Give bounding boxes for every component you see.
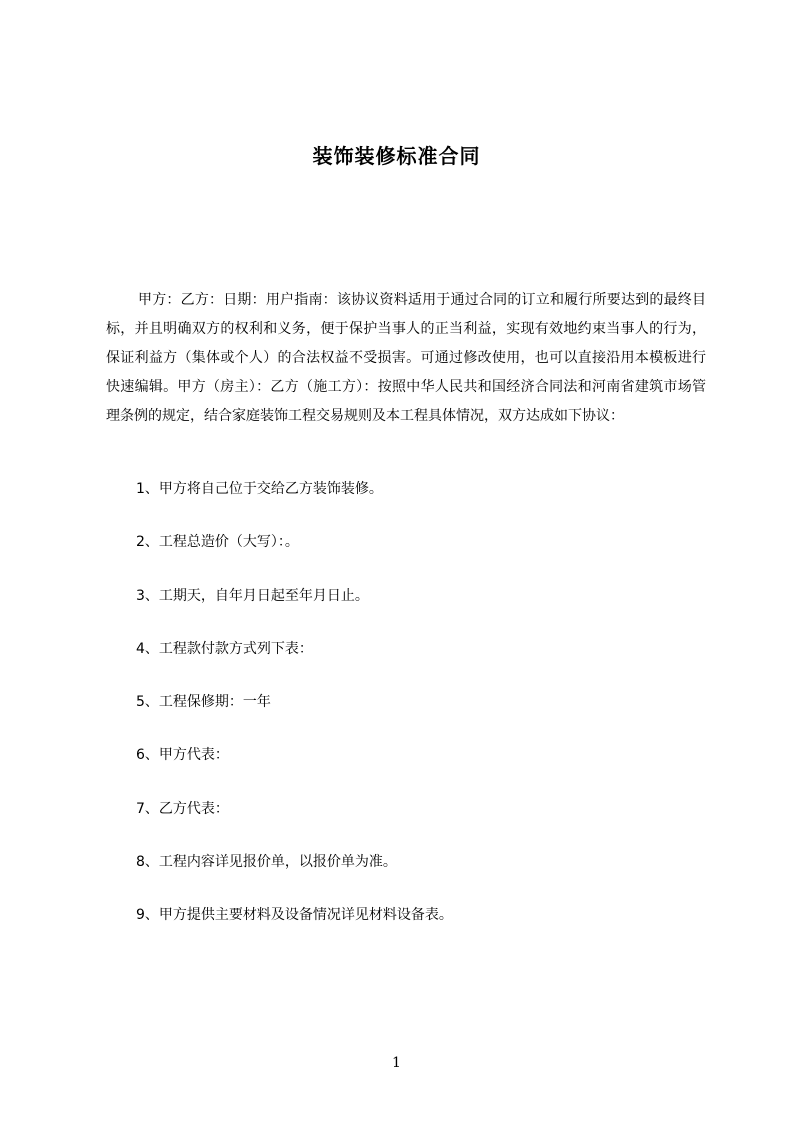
clause-item: 8、工程内容详见报价单，以报价单为准。 — [136, 854, 397, 871]
clause-item: 4、工程款付款方式列下表： — [136, 640, 313, 657]
clause-item: 6、甲方代表： — [136, 747, 229, 764]
clause-list — [136, 476, 453, 956]
page-number: 1 — [392, 1055, 401, 1071]
clause-item: 5、工程保修期：一年 — [136, 694, 271, 711]
clause-item: 7、乙方代表： — [136, 800, 229, 817]
clause-item: 2、工程总造价（大写）：。 — [136, 534, 299, 551]
clause-item: 3、工期天，自年月日起至年月日止。 — [136, 587, 369, 604]
clause-item: 9、甲方提供主要材料及设备情况详见材料设备表。 — [136, 907, 453, 924]
intro-paragraph: 甲方：乙方：日期：用户指南：该协议资料适用于通过合同的订立和履行所要达到的最终目标，并且明确双方的权利和义务，便于保护当事人的正当利益，实现有效地约束当事人的行为，保证利益方（集体或个人）的合法权益不受损害。可通过修改使用，也可以直接沿用本模板进行快速编辑。甲方（房主）：乙方（施工方）：按照中华人民共和国经济合同法和河南省建筑市场管理条例的规定，结合家庭装饰工程交易规则及本工程具体情况，双方达成如下协议： — [106, 292, 706, 424]
document-title: 装饰装修标准合同 — [312, 144, 481, 168]
clause-item: 1、甲方将自己位于交给乙方装饰装修。 — [136, 481, 383, 497]
